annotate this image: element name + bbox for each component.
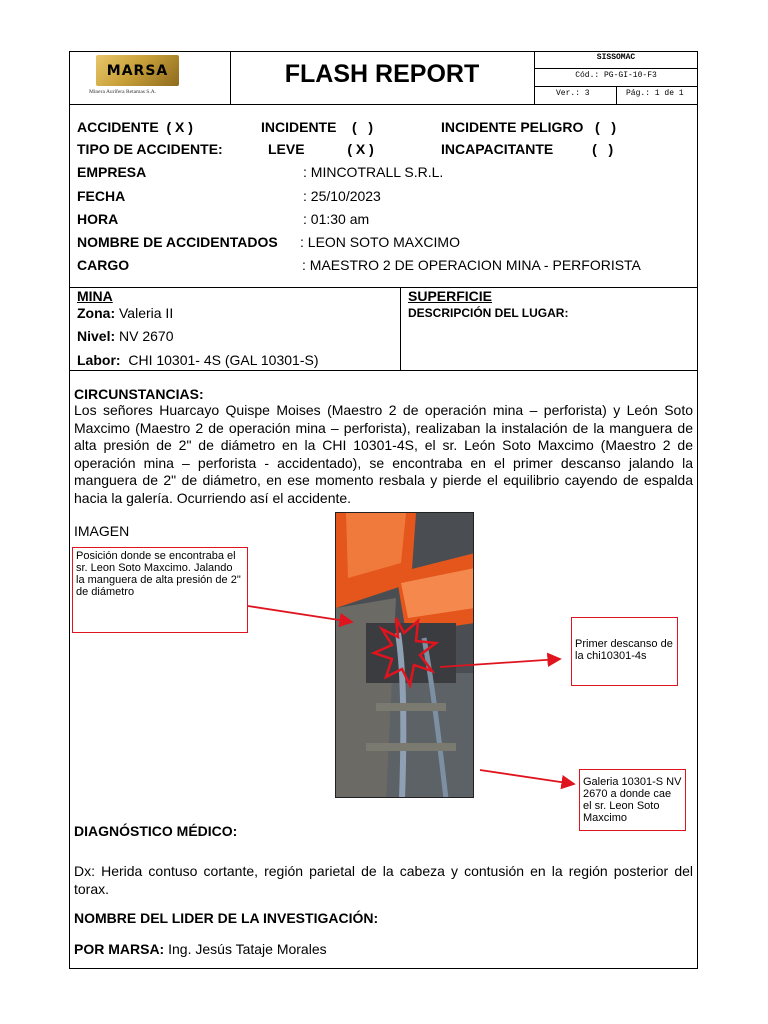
- callout-primer-descanso: Primer descanso de la chi10301-4s: [571, 617, 678, 686]
- report-title: FLASH REPORT: [284, 60, 480, 88]
- fecha-label: FECHA: [77, 188, 126, 204]
- circunstancias-text: Los señores Huarcayo Quispe Moises (Maestro 2 de operación mina – perforista) y León Soto Maxcimo (Maestro 2 de operación mina – perforista), realizaban la instalación de la manguera de alta presión de 2" de diámetro en la CHI 10301-4S, el sr. León Soto Maxcimo (Maestro 2 de operación mina – perforista - accidentado), se encontraba en el primer descanso jalando la manguera de 2" de diámetro, en ese momento resbala y pierde el equilibrio cayendo de espalda hacia la galería. Ocurriendo así el accidente.: [74, 402, 693, 506]
- descripcion-lugar-label: DESCRIPCIÓN DEL LUGAR:: [408, 306, 569, 320]
- diagnostico-text: Dx: Herida contuso cortante, región parietal de la cabeza y contusión en la región posterior del torax.: [74, 863, 693, 897]
- leve-check: LEVE ( X ): [268, 141, 374, 157]
- accident-site-photo: [335, 512, 474, 798]
- nivel-row: [77, 328, 174, 344]
- system-name: SISSOMAC: [596, 53, 636, 62]
- por-marsa-value: Ing. Jesús Tataje Morales: [164, 941, 327, 957]
- tipo-accidente-label: TIPO DE ACCIDENTE:: [77, 141, 223, 157]
- zona-row: [77, 305, 173, 321]
- logo-subtext: Minera Aurífera Retamas S.A.: [89, 89, 157, 95]
- nivel-value: NV 2670: [115, 328, 174, 344]
- fecha-value: : 25/10/2023: [303, 188, 381, 204]
- hora-value: : 01:30 am: [303, 211, 370, 227]
- accidentados-label: NOMBRE DE ACCIDENTADOS: [77, 234, 278, 250]
- por-marsa-label: POR MARSA:: [74, 941, 165, 957]
- hora-label: HORA: [77, 211, 119, 227]
- mina-box-bottom-rule: [69, 370, 698, 371]
- imagen-label: IMAGEN: [74, 523, 130, 539]
- logo-text: MARSA: [106, 62, 169, 79]
- callout-galeria: Galeria 10301-S NV 2670 a donde cae el sr. Leon Soto Maxcimo: [579, 769, 686, 831]
- superficie-heading: SUPERFICIE: [408, 288, 493, 304]
- cargo-value: : MAESTRO 2 DE OPERACION MINA - PERFORISTA: [302, 257, 641, 273]
- callout-position: Posición donde se encontraba el sr. Leon Soto Maxcimo. Jalando la manguera de alta presión de 2" de diámetro: [72, 547, 248, 633]
- mina-heading: MINA: [77, 288, 113, 304]
- version: Ver.: 3: [556, 89, 590, 98]
- diagnostico-heading: DIAGNÓSTICO MÉDICO:: [74, 823, 238, 839]
- lider-investigacion-heading: NOMBRE DEL LIDER DE LA INVESTIGACIÓN:: [74, 910, 379, 926]
- nivel-label: Nivel:: [77, 328, 116, 344]
- labor-row: [77, 352, 318, 368]
- circunstancias-heading: CIRCUNSTANCIAS:: [74, 386, 204, 402]
- incapacitante-check: INCAPACITANTE ( ): [441, 141, 614, 157]
- empresa-value: : MINCOTRALL S.R.L.: [303, 164, 444, 180]
- header-divider-ver: [616, 86, 617, 104]
- incidente-check: INCIDENTE ( ): [261, 119, 373, 135]
- header-bottom-rule: [69, 104, 698, 105]
- accidente-check: ACCIDENTE ( X ): [77, 119, 193, 135]
- labor-label: Labor:: [77, 352, 121, 368]
- cargo-label: CARGO: [77, 257, 130, 273]
- empresa-label: EMPRESA: [77, 164, 147, 180]
- por-marsa-row: [74, 941, 327, 957]
- accidentados-value: : LEON SOTO MAXCIMO: [300, 234, 460, 250]
- mina-box-divider: [400, 287, 401, 370]
- zona-value: Valeria II: [115, 305, 174, 321]
- document-code: Cód.: PG-GI-10-F3: [575, 71, 657, 80]
- header-rule-1: [534, 68, 698, 69]
- incidente-peligro-check: INCIDENTE PELIGRO ( ): [441, 119, 617, 135]
- mina-box-top-rule: [69, 287, 698, 288]
- zona-label: Zona:: [77, 305, 116, 321]
- photo-illustration: [336, 513, 474, 798]
- marsa-logo: [96, 55, 179, 86]
- labor-value: CHI 10301- 4S (GAL 10301-S): [120, 352, 319, 368]
- page-number: Pág.: 1 de 1: [626, 89, 684, 98]
